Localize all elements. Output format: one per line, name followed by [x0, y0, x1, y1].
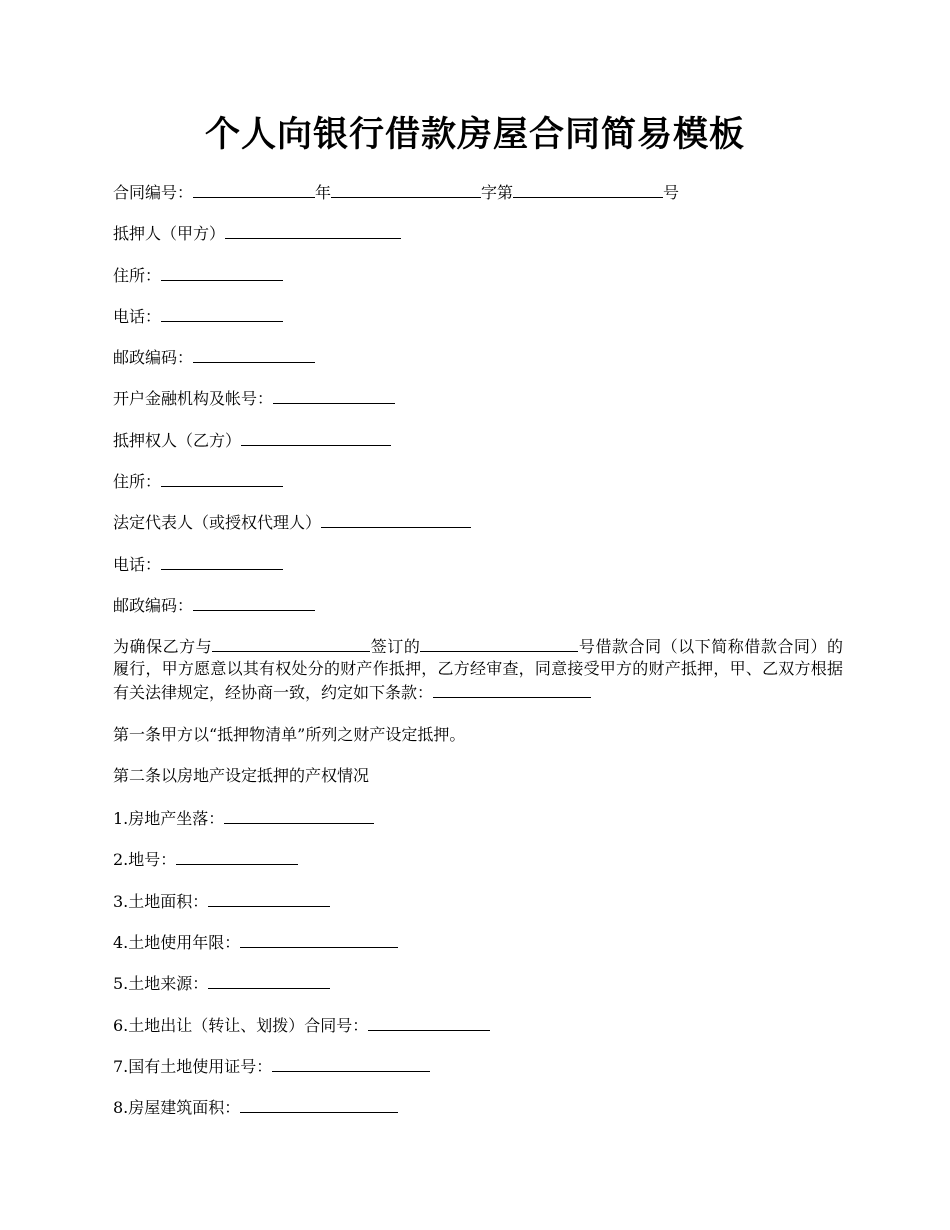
mortgagor-zip-blank[interactable] [193, 345, 315, 363]
item-1-blank[interactable] [224, 806, 374, 824]
document-title: 个人向银行借款房屋合同简易模板 [204, 114, 745, 155]
mortgagor-phone-label: 电话： [113, 306, 162, 326]
bank-account-blank[interactable] [273, 386, 395, 404]
item-7-label: 7.国有土地使用证号： [113, 1056, 273, 1076]
zi-blank[interactable] [331, 180, 481, 198]
item-8-line [113, 1095, 843, 1117]
legal-rep-line [113, 510, 843, 532]
mortgagor-zip-label: 邮政编码： [113, 348, 194, 368]
mortgagee-blank[interactable] [241, 428, 391, 446]
item-3-label: 3.土地面积： [113, 891, 209, 911]
item-1-line [113, 806, 843, 828]
legal-rep-label: 法定代表人（或授权代理人） [113, 513, 322, 533]
mortgagor-address-label: 住所： [113, 265, 162, 285]
mortgagee-zip-label: 邮政编码： [113, 595, 194, 615]
item-4-blank[interactable] [240, 930, 398, 948]
item-3-line [113, 889, 843, 911]
intro-part1: 为确保乙方与 [113, 637, 213, 657]
intro-part2: 签订的 [370, 637, 421, 657]
item-7-line [113, 1054, 843, 1076]
item-5-blank[interactable] [208, 971, 330, 989]
bank-account-label: 开户金融机构及帐号： [113, 389, 274, 409]
item-4-label: 4.土地使用年限： [113, 933, 241, 953]
article-1 [113, 724, 843, 746]
item-7-blank[interactable] [272, 1054, 430, 1072]
year-label: 年 [315, 183, 332, 202]
item-4-line [113, 930, 843, 952]
mortgagee-phone-line [113, 552, 843, 574]
item-2-blank[interactable] [176, 847, 298, 865]
mortgagor-address-blank[interactable] [161, 263, 283, 281]
mortgagee-address-line [113, 469, 843, 491]
item-5-label: 5.土地来源： [113, 974, 209, 994]
number-blank[interactable] [513, 180, 663, 198]
intro-terms-blank[interactable] [433, 680, 591, 698]
article-2-text: 第二条以房地产设定抵押的产权情况 [113, 765, 370, 785]
mortgagor-phone-blank[interactable] [161, 304, 283, 322]
item-2-line [113, 847, 843, 869]
mortgagee-label: 抵押权人（乙方） [113, 430, 242, 450]
intro-party-blank[interactable] [212, 634, 370, 652]
article-2 [113, 765, 843, 787]
intro-contract-blank[interactable] [420, 634, 578, 652]
contract-number-label: 合同编号： [113, 183, 194, 202]
mortgagee-zip-blank[interactable] [193, 593, 315, 611]
year-blank[interactable] [193, 180, 315, 198]
bank-account-line [113, 386, 843, 408]
mortgagor-blank[interactable] [225, 221, 401, 239]
intro-paragraph [113, 634, 843, 704]
item-6-label: 6.土地出让（转让、划拨）合同号： [113, 1015, 369, 1035]
item-1-label: 1.房地产坐落： [113, 809, 225, 829]
mortgagee-phone-label: 电话： [113, 554, 162, 574]
item-6-line [113, 1013, 843, 1035]
mortgagee-zip-line [113, 593, 843, 615]
item-8-blank[interactable] [240, 1095, 398, 1113]
mortgagor-zip-line [113, 345, 843, 367]
mortgagee-line [113, 428, 843, 450]
item-3-blank[interactable] [208, 889, 330, 907]
item-6-blank[interactable] [368, 1013, 490, 1031]
mortgagor-label: 抵押人（甲方） [113, 224, 226, 244]
hao-label: 号 [663, 183, 680, 202]
intro-part3: 号借款合同（以下简称借款合同）的履行，甲方愿意以其有权处分的财产作抵押，乙方经审查，同意接受甲方的财产抵押，甲、乙双方根据有关法律规定，经协商一致，约定如下条款： [113, 637, 843, 703]
mortgagee-phone-blank[interactable] [161, 552, 283, 570]
legal-rep-blank[interactable] [321, 510, 471, 528]
article-1-text: 第一条甲方以“抵押物清单”所列之财产设定抵押。 [113, 724, 466, 744]
item-8-label: 8.房屋建筑面积： [113, 1098, 241, 1118]
mortgagor-address-line [113, 263, 843, 285]
item-5-line [113, 971, 843, 993]
item-2-label: 2.地号： [113, 850, 177, 870]
zi-label: 字第 [481, 183, 514, 202]
contract-number-line [113, 180, 843, 202]
mortgagor-line [113, 221, 843, 243]
mortgagee-address-label: 住所： [113, 472, 162, 492]
mortgagor-phone-line [113, 304, 843, 326]
document-body [113, 180, 843, 1137]
mortgagee-address-blank[interactable] [161, 469, 283, 487]
